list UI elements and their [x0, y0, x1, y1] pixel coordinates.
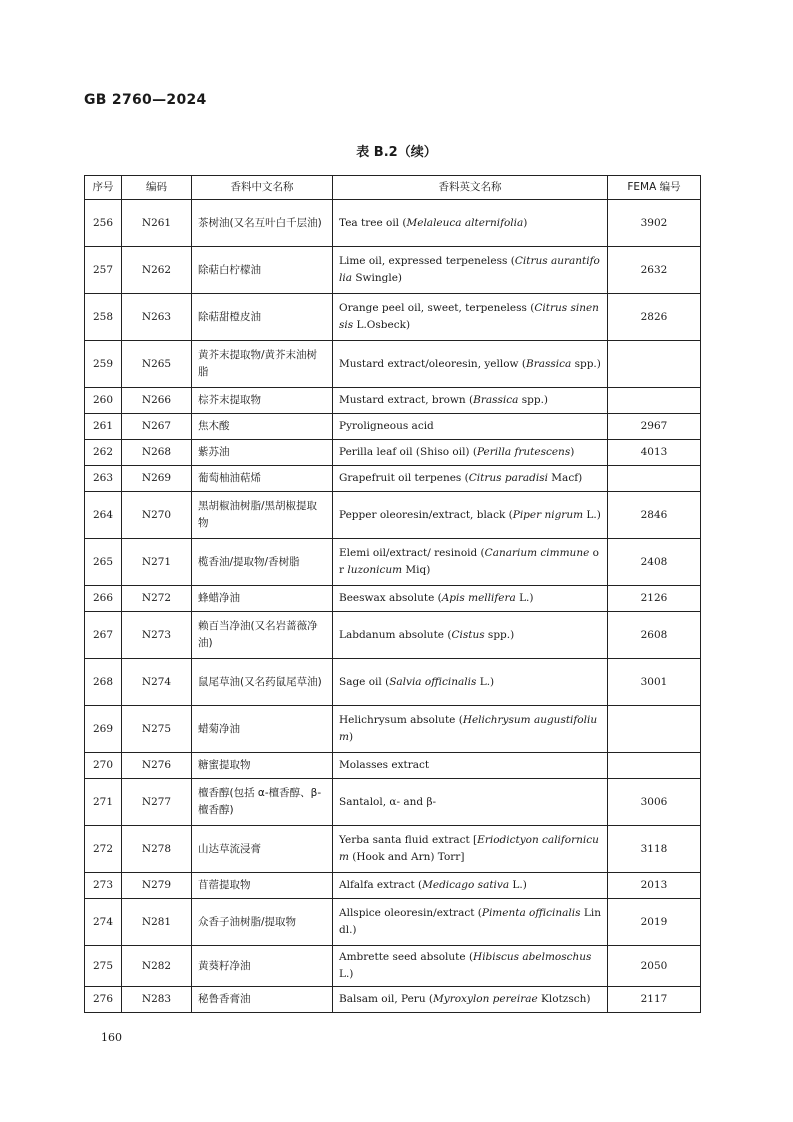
serial-number-cell: 275 — [85, 946, 122, 987]
english-name-text: Pepper oleoresin/extract, black ( — [339, 508, 513, 521]
serial-number-cell: 270 — [85, 753, 122, 779]
scientific-name: Apis mellifera — [441, 592, 516, 604]
code-cell: N279 — [122, 873, 192, 899]
scientific-name: Citrus aurantifolia — [339, 255, 600, 284]
fema-number-cell: 2117 — [608, 987, 701, 1013]
english-name-text: Mustard extract/oleoresin, yellow ( — [339, 357, 526, 370]
fema-number-cell: 2608 — [608, 612, 701, 659]
table-row — [85, 826, 701, 873]
code-cell: N273 — [122, 612, 192, 659]
english-name-text: L.) — [583, 508, 601, 521]
table-body — [85, 200, 701, 1013]
english-name-text: or — [339, 547, 599, 576]
serial-number-cell: 260 — [85, 388, 122, 414]
english-name-text: Pyroligneous acid — [339, 420, 434, 432]
serial-number-cell: 264 — [85, 492, 122, 539]
serial-number-cell: 271 — [85, 779, 122, 826]
code-cell: N270 — [122, 492, 192, 539]
english-name-text: Miq) — [402, 564, 431, 576]
chinese-name-cell: 鼠尾草油(又名药鼠尾草油) — [192, 659, 333, 706]
column-header-english-name: 香料英文名称 — [333, 176, 608, 200]
english-name-cell — [333, 341, 608, 388]
table-row — [85, 466, 701, 492]
fema-number-cell: 2013 — [608, 873, 701, 899]
chinese-name-cell: 秘鲁香膏油 — [192, 987, 333, 1013]
chinese-name-cell: 山达草流浸膏 — [192, 826, 333, 873]
fema-number-cell — [608, 388, 701, 414]
english-name-cell — [333, 466, 608, 492]
fema-number-cell: 3006 — [608, 779, 701, 826]
chinese-name-cell: 黄葵籽净油 — [192, 946, 333, 987]
column-header-code: 编码 — [122, 176, 192, 200]
table-header-row — [85, 176, 701, 200]
english-name-text: Lime oil, expressed terpeneless ( — [339, 255, 515, 267]
fema-number-cell — [608, 753, 701, 779]
table-row — [85, 946, 701, 987]
code-cell: N261 — [122, 200, 192, 247]
english-name-text: Macf) — [547, 472, 583, 484]
serial-number-cell: 268 — [85, 659, 122, 706]
english-name-text: Labdanum absolute ( — [339, 628, 452, 641]
serial-number-cell: 265 — [85, 539, 122, 586]
english-name-cell — [333, 826, 608, 873]
table-row — [85, 873, 701, 899]
table-row — [85, 779, 701, 826]
table-row — [85, 247, 701, 294]
code-cell: N275 — [122, 706, 192, 753]
serial-number-cell: 266 — [85, 586, 122, 612]
english-name-text: ) — [523, 216, 528, 229]
serial-number-cell: 262 — [85, 440, 122, 466]
english-name-cell — [333, 539, 608, 586]
chinese-name-cell: 棕芥末提取物 — [192, 388, 333, 414]
code-cell: N269 — [122, 466, 192, 492]
scientific-name: Brassica — [473, 394, 519, 406]
scientific-name: Medicago sativa — [422, 879, 510, 891]
scientific-name: Myroxylon pereirae — [433, 993, 538, 1005]
chinese-name-cell: 苜蓿提取物 — [192, 873, 333, 899]
english-name-text: Lindl.) — [339, 907, 601, 936]
standard-code: GB 2760—2024 — [84, 92, 207, 108]
chinese-name-cell: 焦木酸 — [192, 414, 333, 440]
table-row — [85, 586, 701, 612]
serial-number-cell: 272 — [85, 826, 122, 873]
table-row — [85, 706, 701, 753]
chinese-name-cell: 糖蜜提取物 — [192, 753, 333, 779]
english-name-text: spp.) — [484, 628, 515, 641]
english-name-text: Molasses extract — [339, 759, 430, 771]
fema-number-cell: 3001 — [608, 659, 701, 706]
english-name-text: Sage oil ( — [339, 675, 390, 688]
fema-number-cell — [608, 466, 701, 492]
column-header-serial: 序号 — [85, 176, 122, 200]
scientific-name: Citrus paradisi — [468, 472, 548, 484]
chinese-name-cell: 紫苏油 — [192, 440, 333, 466]
english-name-cell — [333, 440, 608, 466]
english-name-text: L.Osbeck) — [353, 319, 411, 331]
english-name-cell — [333, 414, 608, 440]
scientific-name: Perilla frutescens — [476, 446, 571, 458]
fema-number-cell: 2408 — [608, 539, 701, 586]
english-name-cell — [333, 987, 608, 1013]
table-row — [85, 414, 701, 440]
code-cell: N277 — [122, 779, 192, 826]
table-row — [85, 200, 701, 247]
table-row — [85, 539, 701, 586]
chinese-name-cell: 黄芥末提取物/黄芥末油树脂 — [192, 341, 333, 388]
english-name-cell — [333, 779, 608, 826]
english-name-cell — [333, 200, 608, 247]
serial-number-cell: 259 — [85, 341, 122, 388]
english-name-cell — [333, 247, 608, 294]
table-row — [85, 612, 701, 659]
english-name-text: Elemi oil/extract/ resinoid ( — [339, 547, 485, 559]
code-cell: N281 — [122, 899, 192, 946]
chinese-name-cell: 蜂蜡净油 — [192, 586, 333, 612]
code-cell: N271 — [122, 539, 192, 586]
fema-number-cell: 2019 — [608, 899, 701, 946]
english-name-text: L.) — [476, 675, 495, 688]
chinese-name-cell: 蜡菊净油 — [192, 706, 333, 753]
code-cell: N276 — [122, 753, 192, 779]
code-cell: N266 — [122, 388, 192, 414]
table-row — [85, 899, 701, 946]
scientific-name: Pimenta officinalis — [481, 907, 581, 919]
serial-number-cell: 263 — [85, 466, 122, 492]
page-number: 160 — [101, 1031, 122, 1044]
english-name-text: Alfalfa extract ( — [339, 879, 423, 891]
fema-number-cell: 3118 — [608, 826, 701, 873]
fema-number-cell: 2826 — [608, 294, 701, 341]
english-name-cell — [333, 899, 608, 946]
fema-number-cell: 3902 — [608, 200, 701, 247]
english-name-text: L.) — [515, 592, 534, 604]
scientific-name: Cistus — [451, 628, 485, 641]
english-name-text: Grapefruit oil terpenes ( — [339, 472, 469, 484]
table-row — [85, 753, 701, 779]
chinese-name-cell: 黑胡椒油树脂/黑胡椒提取物 — [192, 492, 333, 539]
code-cell: N283 — [122, 987, 192, 1013]
serial-number-cell: 274 — [85, 899, 122, 946]
english-name-cell — [333, 388, 608, 414]
code-cell: N274 — [122, 659, 192, 706]
code-cell: N262 — [122, 247, 192, 294]
english-name-text: Klotzsch) — [537, 993, 591, 1005]
code-cell: N267 — [122, 414, 192, 440]
english-name-cell — [333, 946, 608, 987]
serial-number-cell: 273 — [85, 873, 122, 899]
english-name-text: Santalol, α- and β- — [339, 795, 437, 808]
fema-number-cell: 2126 — [608, 586, 701, 612]
code-cell: N265 — [122, 341, 192, 388]
english-name-text: Allspice oleoresin/extract ( — [339, 907, 482, 919]
serial-number-cell: 256 — [85, 200, 122, 247]
english-name-text: Helichrysum absolute ( — [339, 714, 463, 726]
scientific-name: luzonicum — [347, 564, 403, 576]
column-header-fema: FEMA 编号 — [608, 176, 701, 200]
chinese-name-cell: 赖百当净油(又名岩蔷薇净油) — [192, 612, 333, 659]
chinese-name-cell: 榄香油/提取物/香树脂 — [192, 539, 333, 586]
chinese-name-cell: 除萜白柠檬油 — [192, 247, 333, 294]
serial-number-cell: 269 — [85, 706, 122, 753]
english-name-text: Ambrette seed absolute ( — [339, 951, 474, 963]
table-row — [85, 440, 701, 466]
code-cell: N263 — [122, 294, 192, 341]
serial-number-cell: 257 — [85, 247, 122, 294]
english-name-cell — [333, 492, 608, 539]
table-row — [85, 987, 701, 1013]
english-name-cell — [333, 706, 608, 753]
fema-number-cell — [608, 706, 701, 753]
fema-number-cell: 2050 — [608, 946, 701, 987]
code-cell: N272 — [122, 586, 192, 612]
scientific-name: Canarium cimmune — [484, 547, 590, 559]
code-cell: N268 — [122, 440, 192, 466]
english-name-text: spp.) — [518, 394, 549, 406]
english-name-text: Mustard extract, brown ( — [339, 394, 474, 406]
table-row — [85, 492, 701, 539]
english-name-cell — [333, 612, 608, 659]
english-name-cell — [333, 753, 608, 779]
fema-number-cell: 2967 — [608, 414, 701, 440]
english-name-cell — [333, 873, 608, 899]
english-name-text: Yerba santa fluid extract [ — [339, 834, 478, 846]
code-cell: N282 — [122, 946, 192, 987]
english-name-text: Swingle) — [351, 272, 403, 284]
code-cell: N278 — [122, 826, 192, 873]
serial-number-cell: 261 — [85, 414, 122, 440]
scientific-name: Hibiscus abelmoschus — [473, 951, 592, 963]
fema-number-cell — [608, 341, 701, 388]
english-name-cell — [333, 659, 608, 706]
fema-number-cell: 4013 — [608, 440, 701, 466]
english-name-text: ) — [348, 731, 354, 743]
scientific-name: Eriodictyon californicum — [339, 834, 599, 863]
flavoring-table — [84, 175, 701, 1013]
table-row — [85, 388, 701, 414]
fema-number-cell: 2632 — [608, 247, 701, 294]
english-name-text: Balsam oil, Peru ( — [339, 993, 434, 1005]
scientific-name: Salvia officinalis — [389, 675, 477, 688]
scientific-name: Brassica — [525, 357, 572, 370]
chinese-name-cell: 除萜甜橙皮油 — [192, 294, 333, 341]
chinese-name-cell: 檀香醇(包括 α-檀香醇、β-檀香醇) — [192, 779, 333, 826]
table-row — [85, 294, 701, 341]
scientific-name: Melaleuca alternifolia — [406, 216, 524, 229]
english-name-cell — [333, 294, 608, 341]
scientific-name: Helichrysum augustifolium — [339, 714, 598, 743]
fema-number-cell: 2846 — [608, 492, 701, 539]
english-name-text: Perilla leaf oil (Shiso oil) ( — [339, 446, 477, 458]
english-name-cell — [333, 586, 608, 612]
english-name-text: L.) — [339, 968, 354, 980]
serial-number-cell: 258 — [85, 294, 122, 341]
table-title: 表 B.2（续） — [356, 145, 437, 160]
table-row — [85, 659, 701, 706]
scientific-name: Piper nigrum — [512, 508, 584, 521]
chinese-name-cell: 茶树油(又名互叶白千层油) — [192, 200, 333, 247]
serial-number-cell: 276 — [85, 987, 122, 1013]
english-name-text: spp.) — [571, 357, 601, 370]
serial-number-cell: 267 — [85, 612, 122, 659]
english-name-text: Beeswax absolute ( — [339, 592, 442, 604]
chinese-name-cell: 葡萄柚油萜烯 — [192, 466, 333, 492]
chinese-name-cell: 众香子油树脂/提取物 — [192, 899, 333, 946]
english-name-text: Orange peel oil, sweet, terpeneless ( — [339, 302, 535, 314]
scientific-name: Citrus sinensis — [339, 302, 599, 331]
english-name-text: (Hook and Arn) Torr] — [348, 851, 465, 863]
table-row — [85, 341, 701, 388]
english-name-text: Tea tree oil ( — [339, 216, 407, 229]
english-name-text: L.) — [509, 879, 527, 891]
column-header-chinese-name: 香料中文名称 — [192, 176, 333, 200]
english-name-text: ) — [570, 446, 575, 458]
